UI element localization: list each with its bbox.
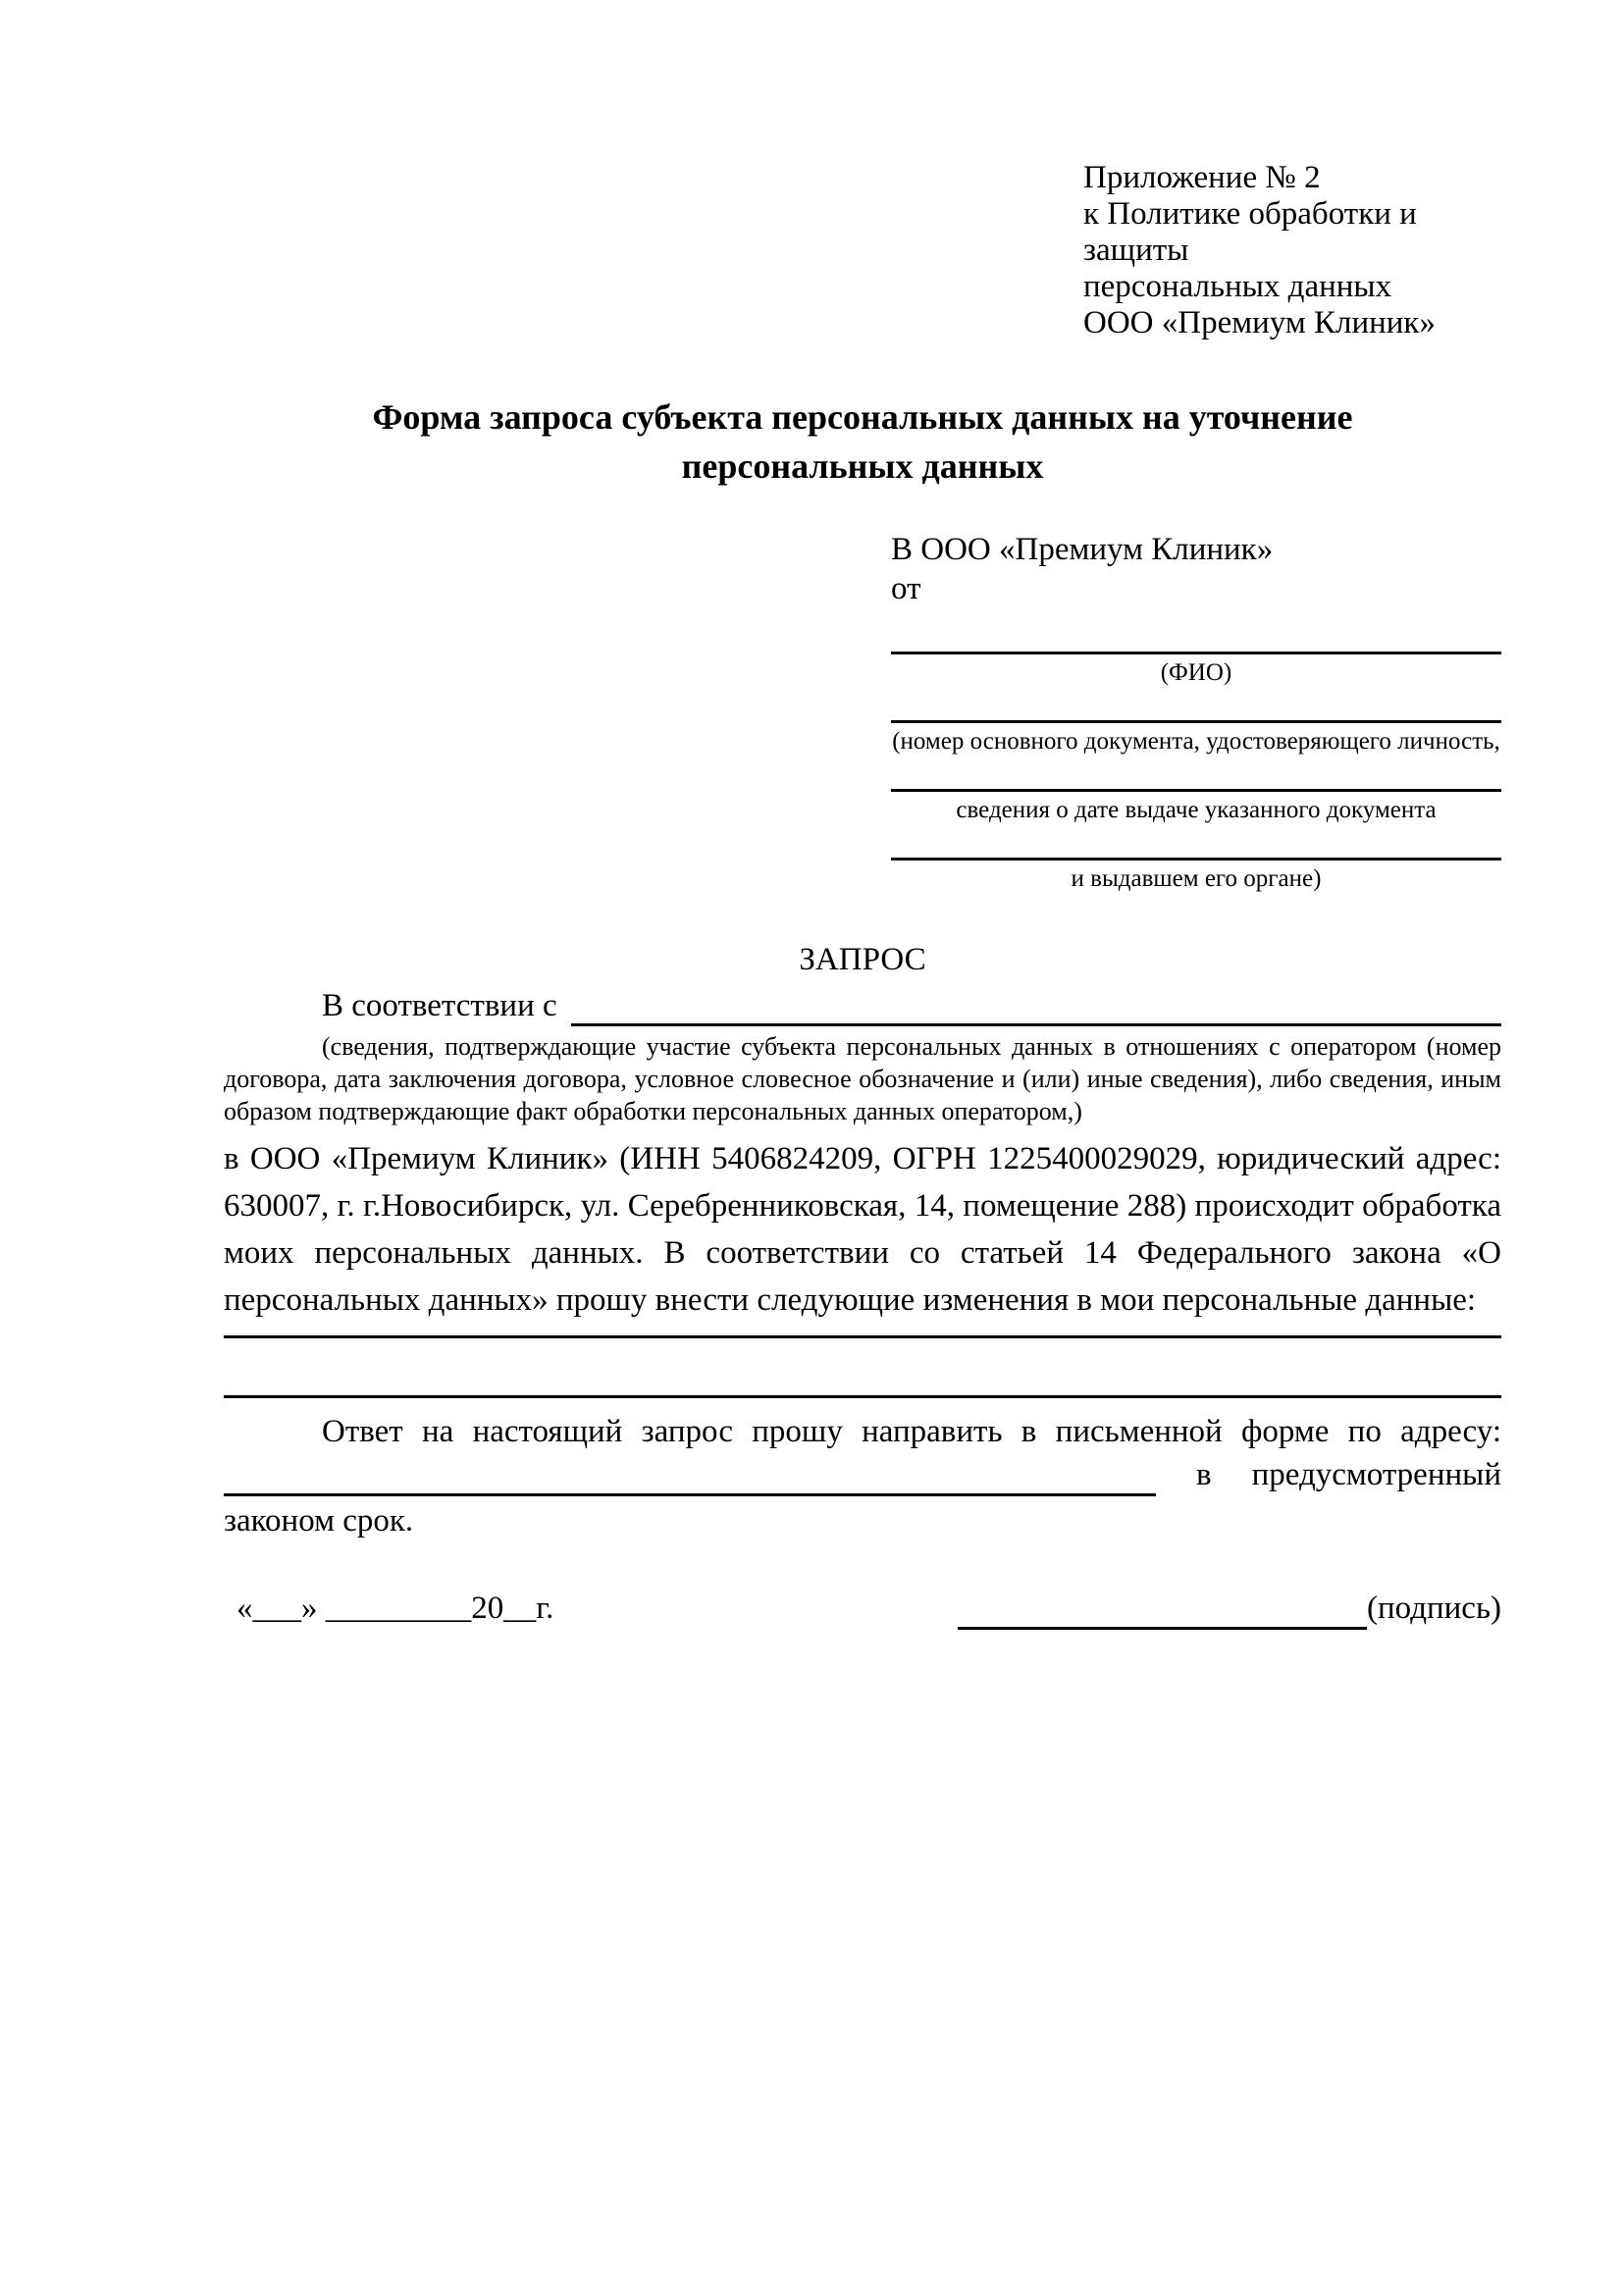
document-content [224, 0, 1501, 1630]
fio-blank-line [891, 608, 1501, 654]
answer-word-v: в [1196, 1457, 1212, 1492]
issue-date-caption: сведения о дате выдаче указанного документа [956, 797, 1437, 823]
date-signature-row [224, 1587, 1501, 1630]
signature-caption: (подпись) [1367, 1591, 1501, 1626]
accordance-prefix: В соответствии с [322, 988, 557, 1023]
signature-blank-line [958, 1592, 1367, 1630]
answer-word-predusmotrenny: предусмотренный [1251, 1457, 1501, 1492]
appendix-line-2: к Политике обработки и защиты [1083, 196, 1417, 268]
id-document-number-blank-line [891, 687, 1501, 723]
issue-date-blank-line [891, 756, 1501, 792]
issuing-authority-caption: и выдавшем его органе) [1071, 865, 1322, 892]
date-blank: «___» _________20__г. [236, 1591, 554, 1626]
request-body-paragraph: в ООО «Премиум Клиник» (ИНН 5406824209, ОГРН 1225400029029, юридический адрес: 630007, г. г.Новосибирск, ул. Серебренниковская, 14, помещение 288) происходит обработка моих персональных данных. В соответствии со статьей 14 Федерального закона «О персональных данных» прошу внести следующие изменения в мои персональные данные: [224, 1141, 1501, 1318]
appendix-line-1: Приложение № 2 [1083, 160, 1321, 195]
document-title: Форма запроса субъекта персональных данных на уточнение персональных данных [372, 397, 1353, 486]
addressee-to: В ООО «Премиум Клиник» [891, 532, 1274, 567]
changes-blank-line-2 [224, 1338, 1501, 1398]
id-document-number-caption: (номер основного документа, удостоверяющего личность, [892, 728, 1500, 755]
fio-caption: (ФИО) [1160, 659, 1232, 686]
addressee-block [891, 530, 1501, 893]
signature-group [958, 1587, 1501, 1630]
addressee-from: от [891, 571, 921, 606]
appendix-block [1083, 0, 1501, 341]
accordance-blank-line [571, 988, 1501, 1026]
answer-paragraph-line1: Ответ на настоящий запрос прошу направить в письменной форме по адресу: [322, 1414, 1501, 1449]
address-blank-line [224, 1456, 1156, 1496]
accordance-row [224, 985, 1501, 1026]
answer-paragraph-line3: законом срок. [224, 1503, 414, 1539]
appendix-line-4: ООО «Премиум Клиник» [1083, 305, 1436, 340]
issuing-authority-blank-line [891, 824, 1501, 861]
changes-blank-line-1 [224, 1324, 1501, 1338]
answer-address-row [224, 1453, 1501, 1496]
appendix-line-3: персональных данных [1083, 269, 1392, 304]
accordance-caption: (сведения, подтверждающие участие субъекта персональных данных в отношениях с оператором (номер договора, дата заключения договора, условное словесное обозначение и (или) иные сведения), либо сведения, иным образом подтверждающие факт обработки персональных данных оператором,) [224, 1032, 1501, 1125]
request-heading: ЗАПРОС [799, 942, 926, 977]
